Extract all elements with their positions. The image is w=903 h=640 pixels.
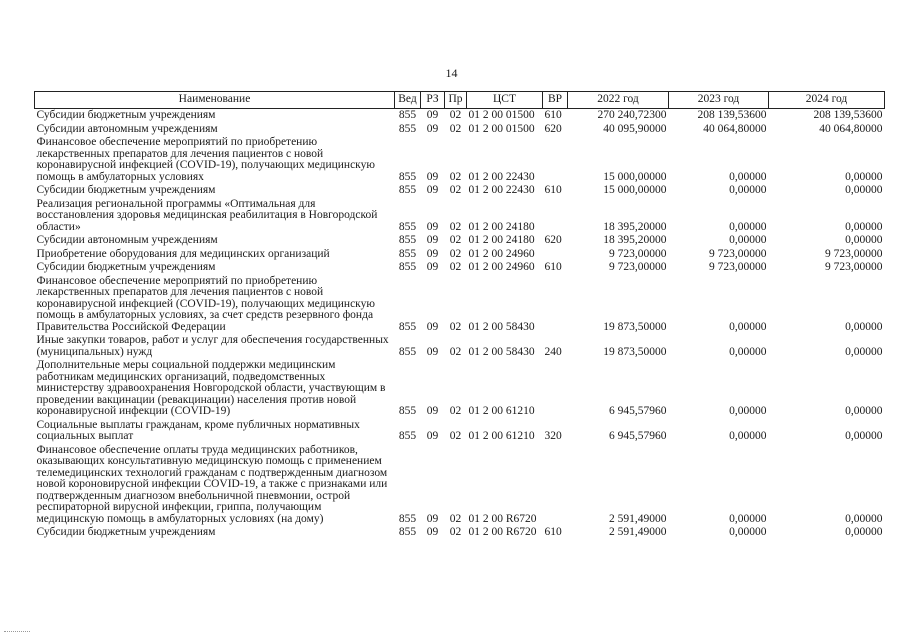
- table-row: [35, 334, 885, 359]
- row-pr: 02: [449, 234, 462, 246]
- row-2023: 0,00000: [729, 345, 767, 358]
- table-row: [35, 123, 885, 137]
- row-2023: 9 723,00000: [709, 261, 767, 273]
- row-2023: 9 723,00000: [709, 247, 767, 260]
- row-ved: 855: [398, 526, 417, 538]
- header-name: Наименование: [35, 92, 395, 109]
- row-vr: 610: [544, 109, 562, 121]
- row-2024: 0,00000: [845, 405, 883, 417]
- row-rz: 09: [426, 220, 439, 233]
- row-name: Иные закупки товаров, работ и услуг для обеспечения государственных (муниципальных) нужд: [36, 334, 389, 358]
- row-pr: 02: [449, 170, 462, 183]
- row-pr: 02: [449, 184, 462, 196]
- row-vr: [543, 275, 568, 335]
- table-row: [35, 184, 885, 198]
- row-2023: 0,00000: [729, 405, 767, 417]
- row-ved: 855: [398, 405, 417, 417]
- row-2022: 40 095,90000: [603, 122, 667, 135]
- table-row: [35, 234, 885, 248]
- row-pr: 02: [449, 320, 462, 333]
- row-rz: 09: [426, 234, 439, 246]
- row-pr: 02: [449, 261, 462, 273]
- row-rz: 09: [426, 184, 439, 196]
- row-pr: 02: [449, 109, 462, 121]
- header-pr: Пр: [445, 92, 467, 109]
- row-2024: 0,00000: [845, 345, 883, 358]
- row-rz: 09: [426, 430, 439, 442]
- row-2022: 18 395,20000: [603, 234, 667, 246]
- row-rz: 09: [426, 122, 439, 135]
- row-pr: 02: [449, 405, 462, 417]
- row-rz: 09: [426, 170, 439, 183]
- row-2022: 270 240,72300: [597, 109, 667, 121]
- row-2024: 0,00000: [845, 320, 883, 333]
- row-2022: 18 395,20000: [603, 220, 667, 233]
- row-2023: 208 139,53600: [697, 109, 767, 121]
- row-ved: 855: [398, 261, 417, 273]
- row-2022: 15 000,00000: [603, 170, 667, 183]
- row-2023: 0,00000: [729, 170, 767, 183]
- row-ved: 855: [398, 184, 417, 196]
- row-pr: 02: [449, 526, 462, 538]
- table-row: [35, 359, 885, 419]
- header-cst: ЦСТ: [467, 92, 543, 109]
- row-name: Финансовое обеспечение мероприятий по приобретению лекарственных препаратов для лечения пациентов с новой коронавирусной инфекцией (COVID-19), получающих медицинскую помощь в амбулаторных условиях, за счет средств резервного фонда Правительства Российской Федерации: [36, 274, 375, 333]
- row-ved: 855: [398, 345, 417, 358]
- table-row: [35, 275, 885, 335]
- row-ved: 855: [398, 109, 417, 121]
- row-2023: 0,00000: [729, 526, 767, 538]
- row-2023: 0,00000: [729, 320, 767, 333]
- row-vr: [543, 198, 568, 235]
- row-name: Реализация региональной программы «Оптимальная для восстановления здоровья медицинская реабилитация в Новгородской области»: [36, 197, 378, 233]
- row-name: Субсидии бюджетным учреждениям: [36, 526, 216, 538]
- row-pr: 02: [449, 345, 462, 358]
- row-pr: 02: [449, 430, 462, 442]
- row-rz: 09: [426, 405, 439, 417]
- row-2024: 9 723,00000: [825, 261, 883, 273]
- row-pr: 02: [449, 512, 462, 525]
- row-vr: [543, 359, 568, 419]
- row-rz: 09: [426, 512, 439, 525]
- row-vr: 620: [544, 234, 562, 246]
- row-2023: 0,00000: [729, 220, 767, 233]
- row-name: Субсидии бюджетным учреждениям: [36, 184, 216, 196]
- row-name: Субсидии автономным учреждениям: [36, 234, 218, 246]
- row-cst: 01 2 00 61210: [468, 405, 535, 417]
- header-2022: 2022 год: [568, 92, 669, 109]
- row-vr: 610: [544, 184, 562, 196]
- table-header-row: [35, 92, 885, 109]
- row-vr: [543, 136, 568, 184]
- row-vr: 610: [544, 261, 562, 273]
- row-pr: 02: [449, 220, 462, 233]
- row-name: Субсидии бюджетным учреждениям: [36, 109, 216, 121]
- row-ved: 855: [398, 170, 417, 183]
- row-2024: 9 723,00000: [825, 247, 883, 260]
- row-ved: 855: [398, 430, 417, 442]
- table-row: [35, 444, 885, 527]
- row-rz: 09: [426, 109, 439, 121]
- table-row: [35, 419, 885, 444]
- row-cst: 01 2 00 22430: [468, 184, 535, 196]
- row-2024: 40 064,80000: [819, 122, 883, 135]
- header-rz: РЗ: [421, 92, 445, 109]
- row-cst: 01 2 00 24180: [468, 220, 535, 233]
- row-cst: 01 2 00 58430: [468, 345, 535, 358]
- row-ved: 855: [398, 512, 417, 525]
- row-name: Субсидии автономным учреждениям: [36, 122, 218, 135]
- row-vr: [543, 444, 568, 527]
- row-2024: 0,00000: [845, 234, 883, 246]
- table-row: [35, 198, 885, 235]
- row-ved: 855: [398, 122, 417, 135]
- row-cst: 01 2 00 22430: [468, 170, 535, 183]
- row-cst: 01 2 00 24180: [468, 234, 535, 246]
- table-row: [35, 261, 885, 275]
- row-cst: 01 2 00 01500: [468, 122, 535, 135]
- row-ved: 855: [398, 247, 417, 260]
- row-2022: 9 723,00000: [609, 261, 667, 273]
- row-2024: 0,00000: [845, 170, 883, 183]
- row-2024: 0,00000: [845, 430, 883, 442]
- row-cst: 01 2 00 58430: [468, 320, 535, 333]
- row-2023: 40 064,80000: [703, 122, 767, 135]
- row-vr: 620: [544, 122, 562, 135]
- row-name: Субсидии бюджетным учреждениям: [36, 261, 216, 273]
- table-row: [35, 526, 885, 540]
- header-2023: 2023 год: [669, 92, 769, 109]
- header-vr: ВР: [543, 92, 568, 109]
- row-2022: 19 873,50000: [603, 345, 667, 358]
- row-2022: 9 723,00000: [609, 247, 667, 260]
- row-2023: 0,00000: [729, 512, 767, 525]
- row-2024: 0,00000: [845, 184, 883, 196]
- row-vr: 610: [544, 526, 562, 538]
- row-ved: 855: [398, 220, 417, 233]
- table-row: [35, 109, 885, 123]
- row-name: Дополнительные меры социальной поддержки медицинским работникам медицинских организаций, подведомственных министерству здравоохранения Новгородской области, участвующим в проведении вакцинации (ревакцинации) населения против новой коронавирусной инфекции (COVID-19): [36, 359, 386, 417]
- row-cst: 01 2 00 24960: [468, 247, 535, 260]
- row-name: Финансовое обеспечение мероприятий по приобретению лекарственных препаратов для лечения пациентов с новой коронавирусной инфекцией (COVID-19), получающих медицинскую помощь в амбулаторных условиях: [36, 136, 375, 183]
- row-cst: 01 2 00 R6720: [468, 526, 537, 538]
- row-vr: 240: [544, 345, 562, 358]
- table-row: [35, 136, 885, 184]
- row-cst: 01 2 00 24960: [468, 261, 535, 273]
- row-rz: 09: [426, 320, 439, 333]
- row-cst: 01 2 00 01500: [468, 109, 535, 121]
- header-ved: Вед: [395, 92, 421, 109]
- row-2022: 15 000,00000: [603, 184, 667, 196]
- row-2023: 0,00000: [729, 184, 767, 196]
- budget-table: [34, 91, 885, 540]
- row-rz: 09: [426, 247, 439, 260]
- row-name: Приобретение оборудования для медицинских организаций: [36, 247, 330, 260]
- margin-mark: [4, 631, 30, 632]
- row-ved: 855: [398, 234, 417, 246]
- row-2024: 0,00000: [845, 220, 883, 233]
- row-pr: 02: [449, 247, 462, 260]
- row-2024: 0,00000: [845, 526, 883, 538]
- row-2022: 2 591,49000: [609, 526, 667, 538]
- row-2022: 2 591,49000: [609, 512, 667, 525]
- page-number: 14: [445, 66, 458, 80]
- row-cst: 01 2 00 R6720: [468, 512, 537, 525]
- row-2023: 0,00000: [729, 430, 767, 442]
- row-vr: 320: [544, 430, 562, 442]
- row-cst: 01 2 00 61210: [468, 430, 535, 442]
- row-rz: 09: [426, 261, 439, 273]
- row-2023: 0,00000: [729, 234, 767, 246]
- table-row: [35, 248, 885, 262]
- header-2024: 2024 год: [769, 92, 885, 109]
- row-rz: 09: [426, 345, 439, 358]
- row-2022: 6 945,57960: [609, 430, 667, 442]
- row-name: Социальные выплаты гражданам, кроме публичных нормативных социальных выплат: [36, 418, 360, 442]
- row-pr: 02: [449, 122, 462, 135]
- row-2022: 6 945,57960: [609, 405, 667, 417]
- row-2022: 19 873,50000: [603, 320, 667, 333]
- row-vr: [543, 248, 568, 262]
- row-2024: 0,00000: [845, 512, 883, 525]
- row-name: Финансовое обеспечение оплаты труда медицинских работников, оказывающих консультативную медицинскую помощь с применением телемедицинских технологий гражданам с подтвержденным диагнозом новой короновирусной инфекции COVID-19, а также с признаками или подтвержденным диагнозом внебольничной пневмонии, острой респираторной вирусной инфекции, гриппа, получающим медицинскую помощь в амбулаторных условиях (на дому): [36, 443, 388, 525]
- row-rz: 09: [426, 526, 439, 538]
- row-2024: 208 139,53600: [813, 109, 883, 121]
- row-ved: 855: [398, 320, 417, 333]
